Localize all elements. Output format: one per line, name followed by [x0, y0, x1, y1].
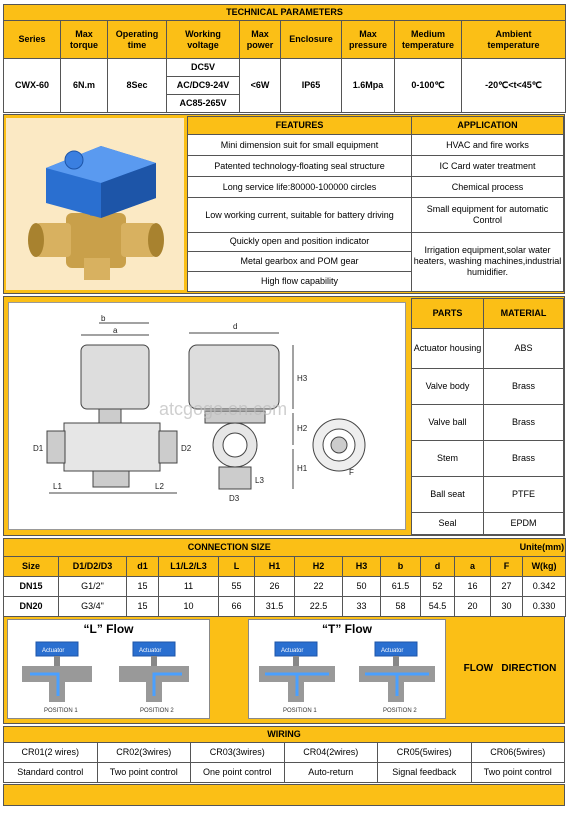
conn-header: L1/L2/L3: [159, 557, 219, 577]
dim-label: D2: [181, 444, 192, 453]
part-material: Brass: [484, 369, 564, 405]
conn-cell: 33: [343, 597, 381, 617]
application-item: IC Card water treatment: [412, 156, 564, 177]
dim-label: L1: [53, 482, 62, 491]
t-flow-icon: [249, 636, 445, 716]
feature-item: Low working current, suitable for battery driving: [188, 198, 412, 232]
part-material: PTFE: [484, 477, 564, 513]
dim-label: d: [233, 322, 238, 331]
part-material: Brass: [484, 405, 564, 441]
conn-cell: 30: [491, 597, 523, 617]
voltage-value: AC/DC9-24V: [167, 77, 240, 95]
conn-header: F: [491, 557, 523, 577]
l-flow-icon: [8, 636, 209, 716]
conn-header: a: [455, 557, 491, 577]
part-material: ABS: [484, 329, 564, 369]
dim-label: F: [349, 468, 354, 477]
wiring-code: CR02(3wires): [97, 743, 191, 763]
conn-cell: 22.5: [295, 597, 343, 617]
tech-header: Operating time: [108, 21, 167, 59]
application-item: Small equipment for automatic Control: [412, 198, 564, 232]
parts-header: PARTS: [412, 299, 484, 329]
conn-cell: G3/4": [59, 597, 127, 617]
part-name: Ball seat: [412, 477, 484, 513]
wiring-mode: Two point control: [471, 763, 565, 783]
tech-params-section: [3, 4, 565, 112]
ambient-temp-value: -20℃<t<45℃: [462, 59, 566, 113]
conn-cell: DN15: [4, 577, 59, 597]
table-row: [4, 743, 565, 763]
conn-cell: 10: [159, 597, 219, 617]
dim-label: b: [101, 314, 106, 323]
conn-cell: 0.342: [523, 577, 566, 597]
actuator-label: Actuator: [281, 648, 304, 654]
tech-title: TECHNICAL PARAMETERS: [4, 5, 566, 21]
t-flow-title: “T” Flow: [322, 622, 372, 636]
conn-cell: 22: [295, 577, 343, 597]
conn-header: W(kg): [523, 557, 566, 577]
wiring-code: CR06(5wires): [471, 743, 565, 763]
part-material: Brass: [484, 441, 564, 477]
conn-cell: 31.5: [255, 597, 295, 617]
feature-item: Long service life:80000-100000 circles: [188, 177, 412, 198]
wiring-section: [3, 726, 565, 782]
dim-label: D1: [33, 444, 44, 453]
conn-cell: 58: [381, 597, 421, 617]
part-name: Valve body: [412, 369, 484, 405]
dim-label: a: [113, 326, 118, 335]
application-title: APPLICATION: [412, 117, 564, 135]
conn-header: Size: [4, 557, 59, 577]
pressure-value: 1.6Mpa: [342, 59, 395, 113]
features-title: FEATURES: [188, 117, 412, 135]
dim-label: H3: [297, 374, 308, 383]
feature-item: High flow capability: [188, 271, 412, 291]
dim-label: L3: [255, 476, 264, 485]
table-row: [4, 597, 566, 617]
conn-header: d1: [127, 557, 159, 577]
tech-header: Working voltage: [167, 21, 240, 59]
actuator-label: Actuator: [381, 648, 404, 654]
conn-cell: 55: [219, 577, 255, 597]
feature-item: Mini dimension suit for small equipment: [188, 135, 412, 156]
conn-cell: 61.5: [381, 577, 421, 597]
valve-drawing-icon: [9, 303, 405, 529]
parts-material-table: [411, 298, 563, 534]
conn-cell: 15: [127, 577, 159, 597]
valve-photo-icon: [6, 118, 184, 290]
connection-unit: Unite(mm): [455, 539, 566, 557]
wiring-code: CR05(5wires): [378, 743, 472, 763]
conn-cell: 54.5: [421, 597, 455, 617]
conn-header: H2: [295, 557, 343, 577]
dim-label: L2: [155, 482, 164, 491]
connection-title: CONNECTION SIZE: [4, 539, 455, 557]
conn-cell: 27: [491, 577, 523, 597]
dim-label: H2: [297, 424, 308, 433]
application-item: HVAC and fire works: [412, 135, 564, 156]
tech-header: Enclosure: [281, 21, 342, 59]
application-item: Irrigation equipment,solar water heaters, washing machines,industrial humidifier.: [412, 232, 564, 291]
conn-header: d: [421, 557, 455, 577]
part-name: Valve ball: [412, 405, 484, 441]
product-photo: [6, 118, 184, 290]
voltage-value: DC5V: [167, 59, 240, 77]
conn-cell: DN20: [4, 597, 59, 617]
tech-header: Max torque: [61, 21, 108, 59]
part-name: Stem: [412, 441, 484, 477]
dimension-drawing: [8, 302, 406, 530]
dim-label: D3: [229, 494, 240, 503]
features-application-table: [187, 116, 563, 292]
power-value: <6W: [240, 59, 281, 113]
conn-cell: 66: [219, 597, 255, 617]
tech-header: Medium temperature: [395, 21, 462, 59]
tech-header: Ambient temperature: [462, 21, 566, 59]
time-value: 8Sec: [108, 59, 167, 113]
tech-header: Series: [4, 21, 61, 59]
actuator-label: Actuator: [139, 648, 162, 654]
dim-label: H1: [297, 464, 308, 473]
position-label: POSITION 1: [283, 708, 317, 714]
tech-header: Max power: [240, 21, 281, 59]
tech-header: Max pressure: [342, 21, 395, 59]
actuator-label: Actuator: [42, 648, 65, 654]
t-flow-diagram: [248, 619, 446, 719]
enclosure-value: IP65: [281, 59, 342, 113]
conn-header: D1/D2/D3: [59, 557, 127, 577]
wiring-mode: Signal feedback: [378, 763, 472, 783]
feature-item: Metal gearbox and POM gear: [188, 251, 412, 271]
wiring-mode: Standard control: [4, 763, 98, 783]
flow-direction-label: FLOW DIRECTION: [463, 663, 557, 674]
wiring-code: CR01(2 wires): [4, 743, 98, 763]
part-name: Actuator housing: [412, 329, 484, 369]
conn-cell: 26: [255, 577, 295, 597]
conn-header: H3: [343, 557, 381, 577]
conn-cell: 52: [421, 577, 455, 597]
conn-cell: 11: [159, 577, 219, 597]
l-flow-title: “L” Flow: [83, 622, 134, 636]
part-name: Seal: [412, 513, 484, 535]
l-flow-diagram: [7, 619, 210, 719]
material-header: MATERIAL: [484, 299, 564, 329]
footer-bar: [3, 784, 565, 806]
conn-cell: G1/2": [59, 577, 127, 597]
conn-header: b: [381, 557, 421, 577]
wiring-mode: Auto-return: [284, 763, 378, 783]
position-label: POSITION 2: [140, 708, 174, 714]
conn-cell: 0.330: [523, 597, 566, 617]
conn-header: H1: [255, 557, 295, 577]
part-material: EPDM: [484, 513, 564, 535]
torque-value: 6N.m: [61, 59, 108, 113]
wiring-mode: Two point control: [97, 763, 191, 783]
position-label: POSITION 1: [44, 708, 78, 714]
conn-cell: 50: [343, 577, 381, 597]
medium-temp-value: 0-100℃: [395, 59, 462, 113]
wiring-code: CR03(3wires): [191, 743, 285, 763]
position-label: POSITION 2: [383, 708, 417, 714]
feature-item: Patented technology-floating seal structure: [188, 156, 412, 177]
wiring-title: WIRING: [4, 727, 565, 743]
feature-item: Quickly open and position indicator: [188, 232, 412, 251]
conn-cell: 20: [455, 597, 491, 617]
watermark: atcgogo.en.com: [159, 399, 288, 419]
connection-size-section: [3, 538, 565, 616]
wiring-code: CR04(2wires): [284, 743, 378, 763]
series-value: CWX-60: [4, 59, 61, 113]
table-row: [4, 577, 566, 597]
conn-header: L: [219, 557, 255, 577]
conn-cell: 15: [127, 597, 159, 617]
voltage-value: AC85-265V: [167, 95, 240, 113]
table-row: [4, 763, 565, 783]
conn-cell: 16: [455, 577, 491, 597]
application-item: Chemical process: [412, 177, 564, 198]
wiring-mode: One point control: [191, 763, 285, 783]
